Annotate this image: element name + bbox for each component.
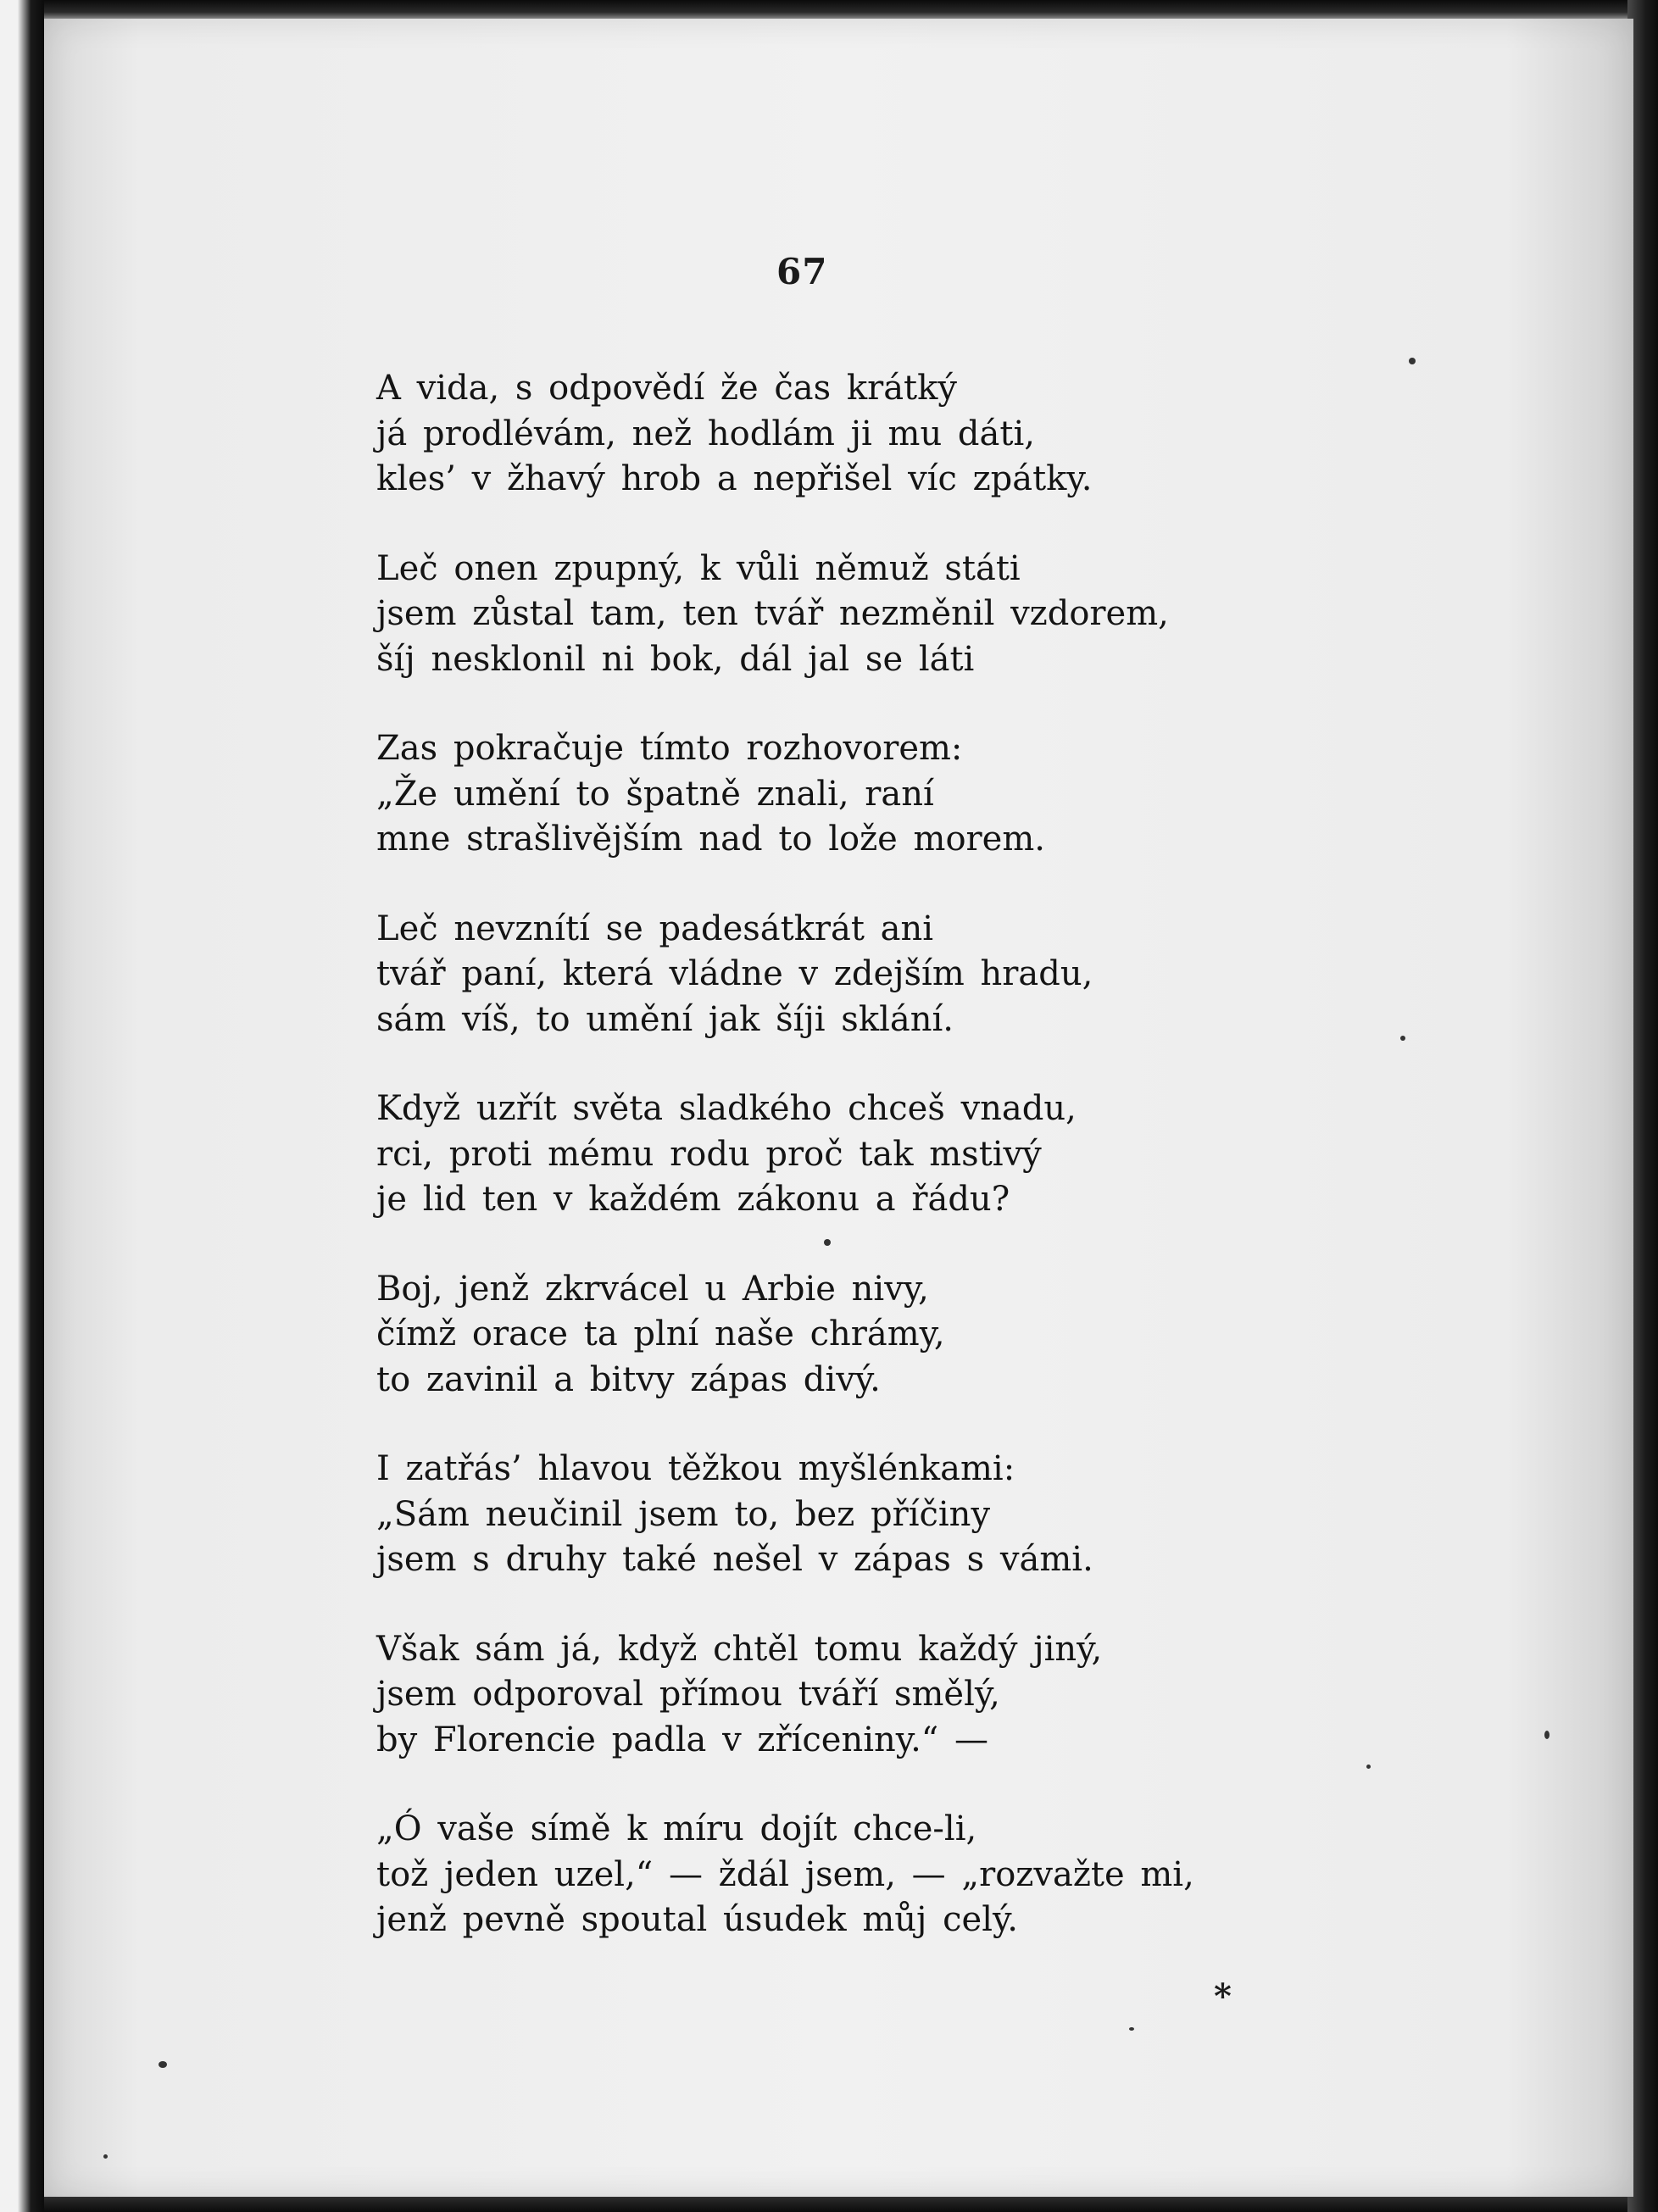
- scan-speck: [824, 1239, 831, 1246]
- verse-line: Však sám já, když chtěl tomu každý jiný,: [376, 1629, 1103, 1669]
- verse-line: to zavinil a bitvy zápas divý.: [376, 1359, 881, 1399]
- scan-left-edge: [0, 0, 44, 2212]
- scan-speck: [1129, 2027, 1134, 2031]
- verse-line: je lid ten v každém zákonu a řádu?: [376, 1180, 1010, 1219]
- verse-line: kles’ v žhavý hrob a nepřišel víc zpátky.: [376, 459, 1093, 498]
- book-page: [44, 19, 1633, 2197]
- verse-line: rci, proti mému rodu proč tak mstivý: [376, 1134, 1042, 1174]
- verse-line: já prodlévám, než hodlám ji mu dáti,: [376, 414, 1035, 453]
- page-number: 67: [776, 251, 828, 292]
- verse-line: jsem s druhy také nešel v zápas s vámi.: [376, 1540, 1093, 1579]
- verse-line: jsem zůstal tam, ten tvář nezměnil vzdorem,: [376, 594, 1169, 633]
- verse-line: „Že umění to špatně znali, raní: [376, 774, 934, 814]
- verse-line: jenž pevně spoutal úsudek můj celý.: [376, 1900, 1019, 1939]
- stanza: [376, 1627, 1275, 1764]
- verse-line: by Florencie padla v zříceniny.“ —: [376, 1720, 988, 1759]
- verse-line: Když uzřít světa sladkého chceš vnadu,: [376, 1089, 1077, 1128]
- verse-line: mne strašlivějším nad to lože morem.: [376, 820, 1045, 859]
- verse-line: šíj nesklonil ni bok, dál jal se láti: [376, 639, 975, 679]
- verse-line: sám víš, to umění jak šíji sklání.: [376, 999, 954, 1039]
- verse-line: Boj, jenž zkrvácel u Arbie nivy,: [376, 1269, 929, 1309]
- verse-line: tvář paní, která vládne v zdejším hradu,: [376, 954, 1093, 993]
- verse-line: tož jeden uzel,“ — ždál jsem, — „rozvažte mi,: [376, 1854, 1194, 1894]
- verse-line: A vida, s odpovědí že čas krátký: [376, 369, 957, 408]
- stanza: [376, 1447, 1275, 1583]
- poem-text: [376, 366, 1275, 1987]
- stanza: [376, 907, 1275, 1043]
- scan-speck: [1366, 1765, 1371, 1769]
- verse-line: Leč onen zpupný, k vůli němuž státi: [376, 548, 1021, 588]
- scan-speck: [1544, 1731, 1550, 1739]
- verse-line: čímž orace ta plní naše chrámy,: [376, 1314, 945, 1353]
- verse-line: I zatřás’ hlavou těžkou myšlénkami:: [376, 1449, 1015, 1488]
- stanza: [376, 366, 1275, 503]
- verse-line: „Ó vaše símě k míru dojít chce-li,: [376, 1809, 977, 1848]
- stanza: [376, 1807, 1275, 1943]
- scan-top-edge: [44, 0, 1629, 20]
- scan-speck: [103, 2154, 108, 2159]
- stanza: [376, 1087, 1275, 1223]
- verse-line: Zas pokračuje tímto rozhovorem:: [376, 729, 963, 768]
- stanza: [376, 726, 1275, 863]
- scan-speck: [159, 2061, 167, 2068]
- verse-line: „Sám neučinil jsem to, bez příčiny: [376, 1494, 991, 1534]
- scan-speck: [1400, 1036, 1405, 1041]
- verse-line: jsem odporoval přímou tváří smělý,: [376, 1675, 1000, 1714]
- stanza: [376, 547, 1275, 683]
- footer-asterisk: *: [1214, 1976, 1232, 2016]
- scan-speck: [1409, 358, 1416, 364]
- verse-line: Leč nevznítí se padesátkrát ani: [376, 909, 934, 948]
- stanza: [376, 1267, 1275, 1403]
